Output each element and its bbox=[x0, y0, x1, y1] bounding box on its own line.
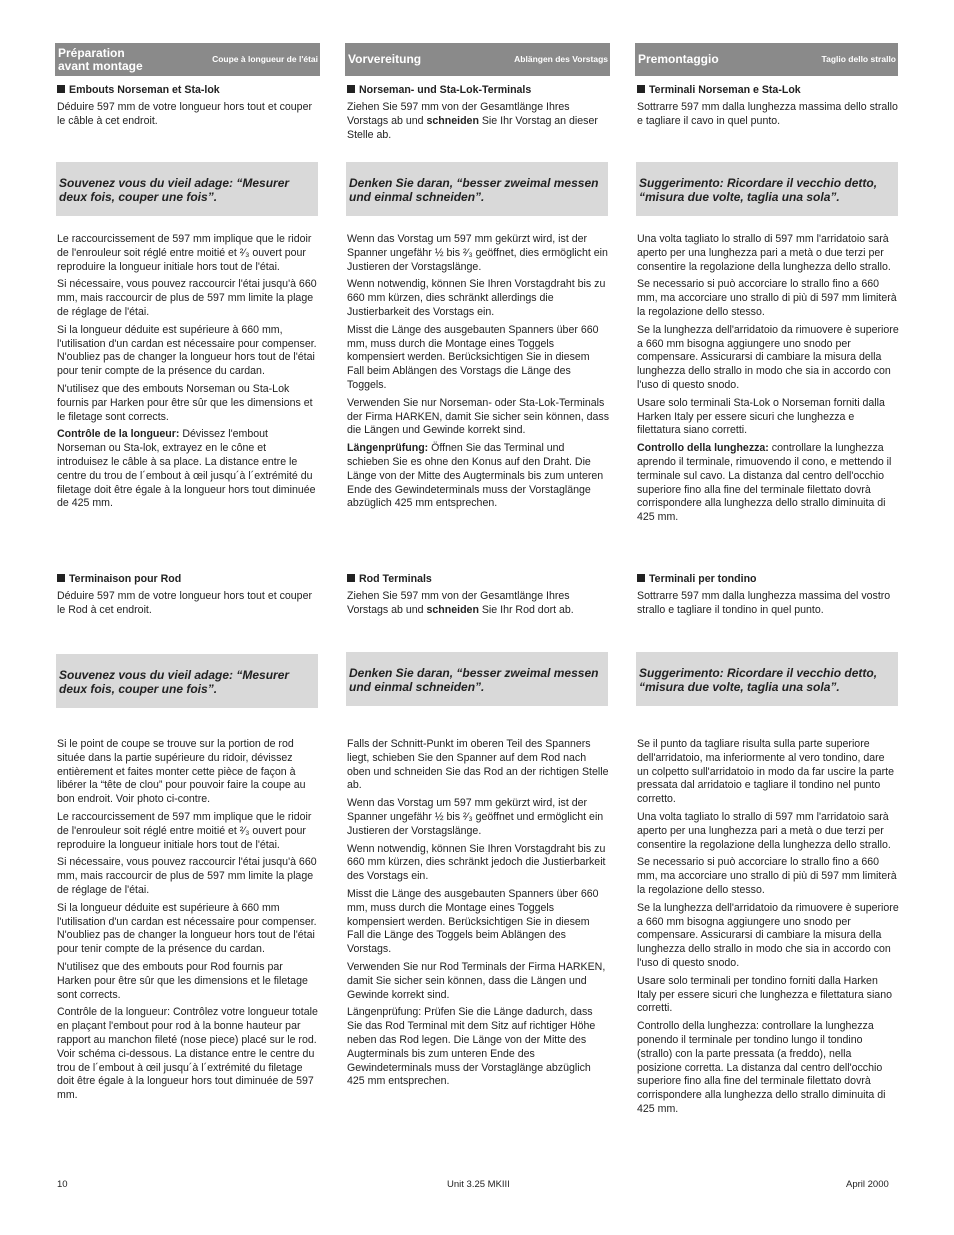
paragraph: Le raccourcissement de 597 mm implique que le ridoir de l'enrouleur soit réglé entre moitié et ²⁄₃ ouvert pour reproduire la longueur initiale hors tout de l'étai. bbox=[57, 233, 312, 273]
section1-fr-body bbox=[57, 233, 319, 515]
paragraph: Wenn notwendig, können Sie Ihren Vorstagdraht bis zu 660 mm kürzen, dies schränkt allerdings die Justierbarkeit des Vorstags ein. bbox=[347, 278, 606, 318]
paragraph: Si le point de coupe se trouve sur la portion de rod située dans la partie supérieure du ridoir, dévissez entièrement et faites monter cette pièce de façon à libérer la “tête de clou” pour pouvoir faire la coupe au bon endroit. Voir photo ci-contre. bbox=[57, 738, 306, 806]
text: Ziehen Sie 597 mm von der Gesamtlänge Ihres Vorstags ab und bbox=[347, 101, 570, 127]
header-it-title: Premontaggio bbox=[638, 52, 719, 66]
section1-fr-title bbox=[57, 84, 220, 97]
paragraph: Usare solo terminali Sta-Lok o Norseman forniti dalla Harken Italy per essere sicuri che lunghezza e filettatura siano corretti. bbox=[637, 396, 885, 437]
text: Ziehen Sie 597 mm von der Gesamtlänge Ihres Vorstags ab und bbox=[347, 590, 570, 616]
header-fr-title-line2: avant montage bbox=[58, 59, 143, 73]
bullet-square-icon bbox=[347, 85, 355, 93]
paragraph: Se la lunghezza dell'arridatoio da rimuovere è superiore a 660 mm bisogna aggiungere uno snodo per compensare. Assicurarsi di cambiare la misura della lunghezza dello strallo in modo che sia in accordo con l'uso di questo snodo. bbox=[637, 323, 899, 391]
bold-text: schneiden bbox=[426, 114, 479, 127]
section2-it-title-text: Terminali per tondino bbox=[649, 573, 757, 585]
header-it bbox=[635, 43, 898, 76]
paragraph: Contrôle de la longueur: Contrôlez votre longueur totale en plaçant l'embout pour rod à la bonne hauteur par rapport au manchon fileté (nose piece) placé sur le rod. Voir schéma ci-dessous. La distance entre le centre du trou de l´embout à œil jusqu´à l´extrémité du filetage doit être égale à la longueur hors tout diminuée de 597 mm. bbox=[57, 1006, 318, 1102]
bold-lead: Längenprüfung: bbox=[347, 442, 429, 455]
header-de bbox=[345, 43, 610, 76]
section1-it-body bbox=[637, 233, 899, 529]
paragraph: Una volta tagliato lo strallo di 597 mm l'arridatoio sarà aperto per una lunghezza pari a metà o due terzi per consentire la regolazione della lunghezza dello strallo. bbox=[637, 810, 891, 851]
section2-fr-title-text: Terminaison pour Rod bbox=[69, 573, 182, 585]
paragraph: Wenn das Vorstag um 597 mm gekürzt wird, ist der Spanner ungefähr ½ bis ²⁄₃ geöffnet und ermöglicht ein Justieren der Vorstagslänge. bbox=[347, 797, 604, 837]
section1-de-body bbox=[347, 233, 609, 515]
header-it-sub: Taglio dello strallo bbox=[821, 54, 896, 64]
section2-fr-tip: Souvenez vous du vieil adage: “Mesurer deux fois, couper une fois”. bbox=[56, 654, 318, 708]
section2-de-tip: Denken Sie daran, “besser zweimal messen und einmal schneiden”. bbox=[346, 652, 608, 706]
bold-lead: Contrôle de la longueur: bbox=[57, 428, 180, 441]
paragraph: Se necessario si può accorciare lo strallo fino a 660 mm, ma accorciare uno strallo di più di 597 mm limiterà la regolazione dello stesso. bbox=[637, 856, 897, 896]
section1-it-tip: Suggerimento: Ricordare il vecchio detto, “misura due volte, taglia una sola”. bbox=[636, 162, 898, 216]
section2-de-title bbox=[347, 573, 432, 586]
section2-it-body bbox=[637, 738, 899, 1121]
paragraph: Si nécessaire, vous pouvez raccourcir l'étai jusqu'à 660 mm, mais raccourcir de plus de 597 mm limite la plage de réglage de l'étai. bbox=[57, 278, 317, 318]
header-fr-title bbox=[58, 47, 143, 73]
bold-lead: Controllo della lunghezza: bbox=[637, 442, 769, 455]
section2-fr-body bbox=[57, 738, 319, 1107]
section2-de-intro bbox=[347, 590, 609, 622]
bullet-square-icon bbox=[57, 85, 65, 93]
section2-fr-title bbox=[57, 573, 181, 586]
section2-it-intro bbox=[637, 590, 899, 622]
paragraph bbox=[347, 590, 609, 618]
paragraph bbox=[347, 442, 609, 511]
paragraph: Verwenden Sie nur Norseman- oder Sta-Lok-Terminals der Firma HARKEN, damit Sie sicher sein können, dass die Längen und Gewinde korrekt sind. bbox=[347, 396, 610, 437]
header-fr-title-line1: Préparation bbox=[58, 46, 125, 60]
section2-fr-intro bbox=[57, 590, 319, 622]
header-fr bbox=[55, 43, 320, 76]
paragraph-text: controllare la lunghezza aprendo il terminale, rimuovendo il cono, e mettendo il terminale sul cavo. La distanza dal centro dell'occhio superiore fino alla fine del terminale filettato dovrà corrispondere alla lunghezza dello strallo diminuita di 425 mm. bbox=[637, 442, 892, 524]
paragraph bbox=[637, 442, 899, 525]
paragraph: Si nécessaire, vous pouvez raccourcir l'étai jusqu'à 660 mm, mais raccourcir de plus de 597 mm limite la plage de réglage de l'étai. bbox=[57, 856, 317, 896]
paragraph: Si la longueur déduite est supérieure à 660 mm, l'utilisation d'un cardan est nécessaire pour compenser. N'oubliez pas de changer la longueur hors tout de l'étai pour tenir compte de la présence du cardan. bbox=[57, 323, 317, 378]
paragraph: Una volta tagliato lo strallo di 597 mm l'arridatoio sarà aperto per una lunghezza pari a metà o due terzi per consentire la regolazione della lunghezza dello strallo. bbox=[637, 233, 891, 273]
header-fr-sub: Coupe à longueur de l'étai bbox=[212, 54, 318, 64]
paragraph: Wenn das Vorstag um 597 mm gekürzt wird, ist der Spanner ungefähr ½ bis ²⁄₃ geöffnet, dies ermöglicht ein Justieren der Vorstagslänge. bbox=[347, 233, 608, 273]
footer-unit: Unit 3.25 MKIII bbox=[447, 1179, 510, 1190]
paragraph: Verwenden Sie nur Rod Terminals der Firma HARKEN, damit Sie sicher sein können, dass die Längen und Gewinde korrekt sind. bbox=[347, 960, 606, 1001]
bullet-square-icon bbox=[637, 574, 645, 582]
section1-it-intro-text: Sottrarre 597 mm dalla lunghezza massima dello strallo e tagliare il cavo in quel punto. bbox=[637, 101, 898, 127]
paragraph: Se la lunghezza dell'arridatoio da rimuovere è superiore a 660 mm bisogna aggiungere uno snodo per compensare. Assicurarsi di cambiare la misura della lunghezza dello strallo in modo che sia in accordo con l'uso di questo snodo. bbox=[637, 901, 899, 969]
paragraph-text: Öffnen Sie das Terminal und schieben Sie es ohne den Konus auf den Draht. Die Länge von der Mitte des Augterminals bis zum unteren Ende des Gewindeterminals muss der Vorstaglänge abzüglich 425 mm entsprechen. bbox=[347, 442, 604, 510]
paragraph: Misst die Länge des ausgebauten Spanners über 660 mm, muss durch die Montage eines Toggels kompensiert werden. Berücksichtigen Sie in diesem Fall beim Ablängen des Vorstags die Länge des Toggels. bbox=[347, 323, 599, 391]
paragraph: Usare solo terminali per tondino forniti dalla Harken Italy per essere sicuri che lunghezza e filettatura siano corretti. bbox=[637, 974, 892, 1015]
footer-date: April 2000 bbox=[846, 1179, 889, 1190]
section1-de-tip: Denken Sie daran, “besser zweimal messen und einmal schneiden”. bbox=[346, 162, 608, 216]
section1-fr-title-text: Embouts Norseman et Sta-lok bbox=[69, 84, 220, 96]
bullet-square-icon bbox=[347, 574, 355, 582]
bullet-square-icon bbox=[57, 574, 65, 582]
section1-fr-tip: Souvenez vous du vieil adage: “Mesurer deux fois, couper une fois”. bbox=[56, 162, 318, 216]
paragraph: Se il punto da tagliare risulta sulla parte superiore dell'arridatoio, ma inferiormente al vero tondino, dare un colpetto sull'arridatoio in modo da far uscire la parte pressata dal arridatoio e tagliare il tondino nel punto corretto. bbox=[637, 738, 895, 806]
paragraph: Wenn notwendig, können Sie Ihren Vorstagdraht bis zu 660 mm kürzen, dies schränkt jedoch die Justierbarkeit des Vorstags ein. bbox=[347, 842, 606, 883]
section2-it-intro-text: Sottrarre 597 mm dalla lunghezza massima del vostro strallo e tagliare il tondino in quel punto. bbox=[637, 590, 891, 616]
paragraph: N'utilisez que des embouts pour Rod fournis par Harken pour être sûr que les dimensions et le filetage sont corrects. bbox=[57, 960, 308, 1001]
section1-de-title-text: Norseman- und Sta-Lok-Terminals bbox=[359, 84, 532, 96]
section2-it-title bbox=[637, 573, 757, 586]
paragraph: Le raccourcissement de 597 mm implique que le ridoir de l'enrouleur soit réglé entre moitié et ²⁄₃ ouvert pour reproduire la longueur initiale hors tout de l'étai. bbox=[57, 810, 312, 851]
bullet-square-icon bbox=[637, 85, 645, 93]
section2-de-title-text: Rod Terminals bbox=[359, 573, 432, 585]
paragraph: Misst die Länge des ausgebauten Spanners über 660 mm, muss durch die Montage eines Toggels kompensiert werden. Berücksichtigen Sie in diesem Fall die Länge des Toggels beim Ablängen des Vorstags. bbox=[347, 887, 599, 956]
section1-fr-intro bbox=[57, 101, 319, 133]
paragraph: Controllo della lunghezza: controllare la lunghezza ponendo il terminale per tondino lungo il tondino (strallo) con la parte pressata (a freddo), nella posizione corretta. La distanza dal centro dell'occhio superiore fino alla fine del terminale filettato dovrà corrispondere alla lunghezza dello strallo diminuita di 425 mm. bbox=[637, 1020, 886, 1115]
bold-text: schneiden bbox=[426, 603, 479, 616]
paragraph bbox=[347, 101, 609, 142]
paragraph: Si la longueur déduite est supérieure à 660 mm l'utilisation d'un cardan est nécessaire pour compenser. N'oubliez pas de changer la longueur hors tout de l'étai pour tenir compte de la présence du cardan. bbox=[57, 901, 317, 956]
section2-de-body bbox=[347, 738, 609, 1093]
paragraph: Se necessario si può accorciare lo strallo fino a 660 mm, ma accorciare uno strallo di più di 597 mm limiterà la regolazione dello stesso. bbox=[637, 278, 897, 318]
header-de-sub: Ablängen des Vorstags bbox=[514, 54, 608, 64]
section2-it-tip: Suggerimento: Ricordare il vecchio detto, “misura due volte, taglia una sola”. bbox=[636, 652, 898, 706]
paragraph: Falls der Schnitt-Punkt im oberen Teil des Spanners liegt, schieben Sie den Spanner auf dem Rod nach oben und schneiden Sie das Rod an der richtigen Stelle ab. bbox=[347, 738, 609, 792]
text: Sie Ihr Rod dort ab. bbox=[478, 603, 574, 616]
section1-fr-intro-text: Déduire 597 mm de votre longueur hors tout et couper le câble à cet endroit. bbox=[57, 101, 312, 127]
paragraph bbox=[57, 428, 319, 511]
section1-it-intro bbox=[637, 101, 899, 133]
section1-de-title bbox=[347, 84, 531, 97]
section1-de-intro bbox=[347, 101, 609, 146]
paragraph-text: Dévissez l'embout Norseman ou Sta-lok, extrayez en le cône et introduisez le câble à sa place. La distance entre le centre du trou de l´embout à œil jusqu´à l´extrémité du filetage doit être égale à la longueur hors tout diminuée de 425 mm. bbox=[57, 428, 316, 510]
paragraph: Längenprüfung: Prüfen Sie die Länge dadurch, dass Sie das Rod Terminal mit dem Sitz auf richtiger Höhe neben das Rod legen. Die Länge von der Mitte des Augterminals bis zum unteren Ende des Gewindeterminals muss der Vorstaglänge abzüglich 425 mm entsprechen. bbox=[347, 1006, 596, 1088]
section1-it-title-text: Terminali Norseman e Sta-Lok bbox=[649, 84, 801, 96]
page-number: 10 bbox=[57, 1179, 68, 1190]
header-de-title: Vorvereitung bbox=[348, 52, 422, 66]
section1-it-title bbox=[637, 84, 801, 97]
section2-fr-intro-text: Déduire 597 mm de votre longueur hors tout et couper le Rod à cet endroit. bbox=[57, 590, 312, 616]
paragraph: N'utilisez que des embouts Norseman ou Sta-Lok fournis par Harken pour être sûr que les dimensions et le filetage sont corrects. bbox=[57, 382, 313, 423]
text: Sie Ihr Vorstag an dieser Stelle ab. bbox=[347, 114, 598, 141]
